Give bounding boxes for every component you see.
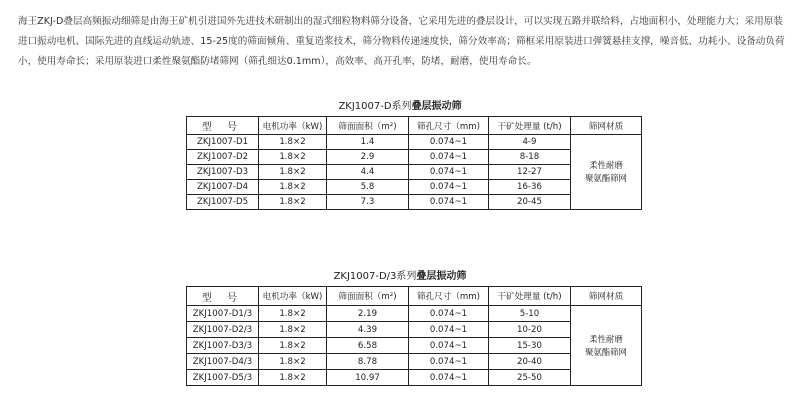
cell-motor-power: 1.8×2 [259,165,327,180]
mesh-line2: 聚氨酯筛网 [585,173,627,183]
table-row [187,306,642,322]
table-row [187,135,642,150]
cell-aperture: 0.074~1 [409,195,489,210]
cell-mesh-material [571,135,642,210]
header-motor-power: 电机功率（kW) [259,287,327,306]
cell-motor-power: 1.8×2 [259,370,327,386]
cell-screen-area: 5.8 [327,180,409,195]
table1-title-bold: 叠层振动筛 [411,101,462,112]
cell-screen-area: 2.19 [327,306,409,322]
table-header-row [187,117,642,135]
header-model: 型 号 [187,117,259,135]
cell-motor-power: 1.8×2 [259,150,327,165]
cell-screen-area: 2.9 [327,150,409,165]
cell-capacity: 20-45 [489,195,571,210]
header-model: 型 号 [187,287,259,306]
cell-model: ZKJ1007-D3/3 [187,338,259,354]
header-capacity: 干矿处理量 (t/h) [489,117,571,135]
cell-aperture: 0.074~1 [409,338,489,354]
cell-motor-power: 1.8×2 [259,180,327,195]
header-mesh-material: 筛网材质 [571,287,642,306]
cell-model: ZKJ1007-D1/3 [187,306,259,322]
header-aperture: 筛孔尺寸（mm) [409,287,489,306]
table-header-row [187,287,642,306]
cell-model: ZKJ1007-D2/3 [187,322,259,338]
cell-aperture: 0.074~1 [409,306,489,322]
header-mesh-material: 筛网材质 [571,117,642,135]
table2-title [0,267,800,282]
cell-capacity: 5-10 [489,306,571,322]
header-aperture: 筛孔尺寸（mm) [409,117,489,135]
spec-table-d3-series [186,286,642,386]
cell-motor-power: 1.8×2 [259,322,327,338]
cell-aperture: 0.074~1 [409,165,489,180]
cell-model: ZKJ1007-D5/3 [187,370,259,386]
cell-capacity: 15-30 [489,338,571,354]
cell-aperture: 0.074~1 [409,370,489,386]
mesh-line1: 柔性耐磨 [589,333,623,344]
cell-screen-area: 6.58 [327,338,409,354]
spec-table-d-series [186,116,642,210]
cell-capacity: 12-27 [489,165,571,180]
cell-model: ZKJ1007-D3 [187,165,259,180]
cell-capacity: 4-9 [489,135,571,150]
cell-model: ZKJ1007-D4 [187,180,259,195]
cell-capacity: 10-20 [489,322,571,338]
header-screen-area: 筛面面积（m²) [327,287,409,306]
header-capacity: 干矿处理量 (t/h) [489,287,571,306]
cell-screen-area: 7.3 [327,195,409,210]
cell-screen-area: 4.4 [327,165,409,180]
cell-screen-area: 1.4 [327,135,409,150]
cell-motor-power: 1.8×2 [259,135,327,150]
cell-motor-power: 1.8×2 [259,338,327,354]
table1-title [0,97,800,112]
cell-aperture: 0.074~1 [409,135,489,150]
mesh-line2: 聚氨酯筛网 [585,346,627,357]
cell-capacity: 25-50 [489,370,571,386]
cell-screen-area: 4.39 [327,322,409,338]
cell-aperture: 0.074~1 [409,150,489,165]
cell-capacity: 8-18 [489,150,571,165]
header-motor-power: 电机功率（kW) [259,117,327,135]
table2-title-bold: 叠层振动筛 [416,271,467,282]
cell-screen-area: 10.97 [327,370,409,386]
cell-aperture: 0.074~1 [409,354,489,370]
cell-model: ZKJ1007-D1 [187,135,259,150]
cell-motor-power: 1.8×2 [259,306,327,322]
cell-mesh-material [571,306,642,386]
cell-aperture: 0.074~1 [409,322,489,338]
cell-model: ZKJ1007-D5 [187,195,259,210]
header-screen-area: 筛面面积（m²) [327,117,409,135]
cell-model: ZKJ1007-D2 [187,150,259,165]
cell-model: ZKJ1007-D4/3 [187,354,259,370]
table2-title-prefix: ZKJ1007-D/3系列 [333,271,417,282]
cell-screen-area: 8.78 [327,354,409,370]
cell-capacity: 16-36 [489,180,571,195]
cell-capacity: 20-40 [489,354,571,370]
cell-motor-power: 1.8×2 [259,354,327,370]
mesh-line1: 柔性耐磨 [589,160,623,170]
cell-motor-power: 1.8×2 [259,195,327,210]
cell-aperture: 0.074~1 [409,180,489,195]
table1-title-prefix: ZKJ1007-D系列 [338,101,412,112]
intro-paragraph: 海王ZKJ-D叠层高频振动细筛是由海王矿机引进国外先进技术研制出的湿式细粒物料筛分设备，它采用先进的叠层设计，可以实现五路并联给料，占地面积小，处理能力大；采用原装进口振动电机、国际先进的直线运动轨迹、15-25度的筛面倾角、重复造浆技术，筛分物料传递速度快，筛分效率高；筛框采用原装进口弹簧悬挂支撑，噪音低、功耗小、设备动负荷小，使用寿命长；采用原装进口柔性聚氨酯防堵筛网（筛孔细达0.1mm），高效率、高开孔率，防堵，耐磨，使用寿命长。 [18,16,785,67]
